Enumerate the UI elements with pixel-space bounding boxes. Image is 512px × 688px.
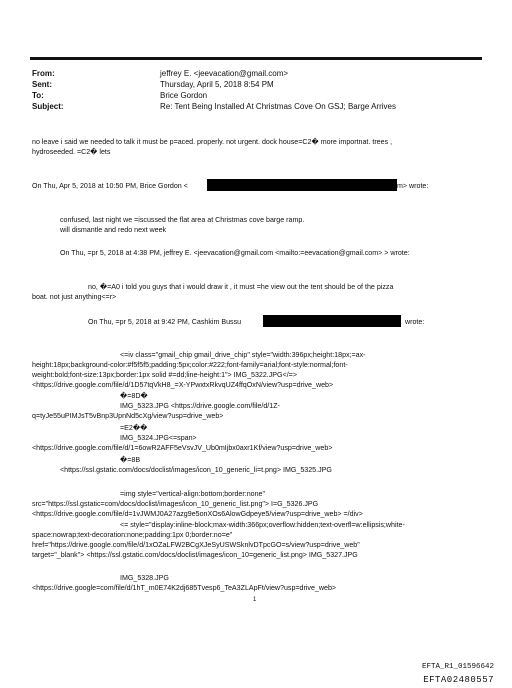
body-line-4: confused, last night we =iscussed the flat area at Christmas cove barge ramp. (60, 216, 305, 224)
code-line-16: <= style="display:inline-block;max-width:366px;overflow:hidden;text-overfl=w:ellipsis;white- (120, 521, 405, 529)
header-rule (30, 57, 482, 60)
subject-value: Re: Tent Being Installed At Christmas Cove On GSJ; Barge Arrives (160, 102, 396, 111)
body-line-7: no, �=A0 i told you guys that i would draw it , it must =he view out the tent should be of the pizza (88, 283, 394, 291)
to-value: Brice Gordon (160, 91, 208, 100)
code-line-9: IMG_5324.JPG<=span> (120, 434, 197, 442)
body-line-5: will dismantle and redo next week (60, 226, 167, 234)
code-line-20: IMG_5328.JPG (120, 574, 169, 582)
page-number: 1 (253, 597, 257, 603)
reply-header-cashkim-end: wrote: (405, 318, 425, 326)
reply-header-brice-end: m> wrote: (397, 182, 429, 190)
body-line-2: hydroseeded. =C2� lets (32, 148, 111, 156)
bates-number-large: EFTA02480557 (423, 675, 494, 685)
code-line-3: weight:bold;font-size:13px;border:1px solid #=dd;line-height:1"> IMG_5322.JPG</=> (32, 371, 297, 379)
code-line-6: IMG_5323.JPG <https://drive.google.com/file/d/1Z- (120, 402, 280, 410)
code-line-18: href="https://drive.google.com/file/d/1xOZaLFW2BCgXJeSyUSWSknlvDTpcGO=s/view?usp=drive_web" (32, 541, 360, 549)
reply-header-brice (32, 181, 188, 191)
sent-value: Thursday, April 5, 2018 8:54 PM (160, 80, 274, 89)
redaction-box (207, 179, 397, 191)
code-line-17: space:nowrap;text-decoration:none;padding:1px 0;border:no=e" (32, 531, 233, 539)
code-line-5: �=8D� (120, 392, 148, 400)
reply-header-cashkim: On Thu, =pr 5, 2018 at 9:42 PM, Cashkim Bussu (88, 318, 242, 326)
code-line-21: <https://drive.google=com/file/d/1hT_m0E74K2dj685Tvesp6_TeA3ZLApFt/view?usp=drive_web> (32, 584, 337, 592)
code-line-7: q=tyJe55uPIMJsT5vBnp3UpnNd5cXg/view?usp=drive_web> (32, 412, 224, 420)
from-value: jeffrey E. <jeevacation@gmail.com> (160, 69, 289, 78)
body-line-1: no leave i said we needed to talk it must be p=aced. properly. not urgent. dock house=C2� more importnat. trees , (32, 138, 393, 146)
code-line-12: <https://ssl.gstatic.com/docs/doclist/images/icon_10_generic_li=t.png> IMG_5325.JPG (60, 466, 332, 474)
reply-header-brice-start: On Thu, Apr 5, 2018 at 10:50 PM, Brice Gordon < (32, 182, 188, 190)
code-line-15: <https://drive.google.com/file/d=1vJWMJ0A27azg9e5onXOs6AlowGdpeye5/view?usp=drive_web> =/div> (32, 510, 363, 518)
code-line-11: �=8B (120, 456, 141, 464)
code-line-13: =img style="vertical-align:bottom;border:none" (120, 490, 266, 498)
code-line-2: height:18px;background-color:#f5f5f5;padding:5px;color:#222;font-family=arial;font-style:normal;font- (32, 361, 348, 369)
subject-label: Subject: (32, 102, 64, 111)
from-label: From: (32, 69, 55, 78)
sent-label: Sent: (32, 80, 52, 89)
code-line-8: =E2�� (120, 424, 148, 432)
code-line-14: src="https://ssl.gstatic=com/docs/doclist/images/icon_10_generic_list.png"> I=G_5326.JPG (32, 500, 319, 508)
code-line-19: target="_blank"> <https://ssl.gstatic.com/docs/doclist/images/icon_10=generic_list.png> IMG_5327.JPG (32, 551, 358, 559)
redaction-box (263, 315, 401, 327)
body-line-8: boat. not just anything<=r> (32, 293, 117, 301)
code-line-1: <=iv class="gmail_chip gmail_drive_chip" style="width:396px;height:18px;=ax- (120, 351, 366, 359)
code-line-4: <https://drive.google.com/file/d/1D57tqVkH8_=X-YPwxtxRkvqUZ4ffqOxN/view?usp=drive_web> (32, 381, 334, 389)
to-label: To: (32, 91, 44, 100)
code-line-10: <https://drive.google.com/file/d/1=6owR2AFF5eVsvJV_Ub0mIjbx0axr1Kf/view?usp=drive_web> (32, 444, 333, 452)
reply-header-jeffrey: On Thu, =pr 5, 2018 at 4:38 PM, jeffrey E. <jeevacation@gmail.com <mailto:=eevacation@gmail.com> > wrote: (60, 249, 410, 257)
bates-number-small: EFTA_R1_01596642 (421, 663, 494, 671)
